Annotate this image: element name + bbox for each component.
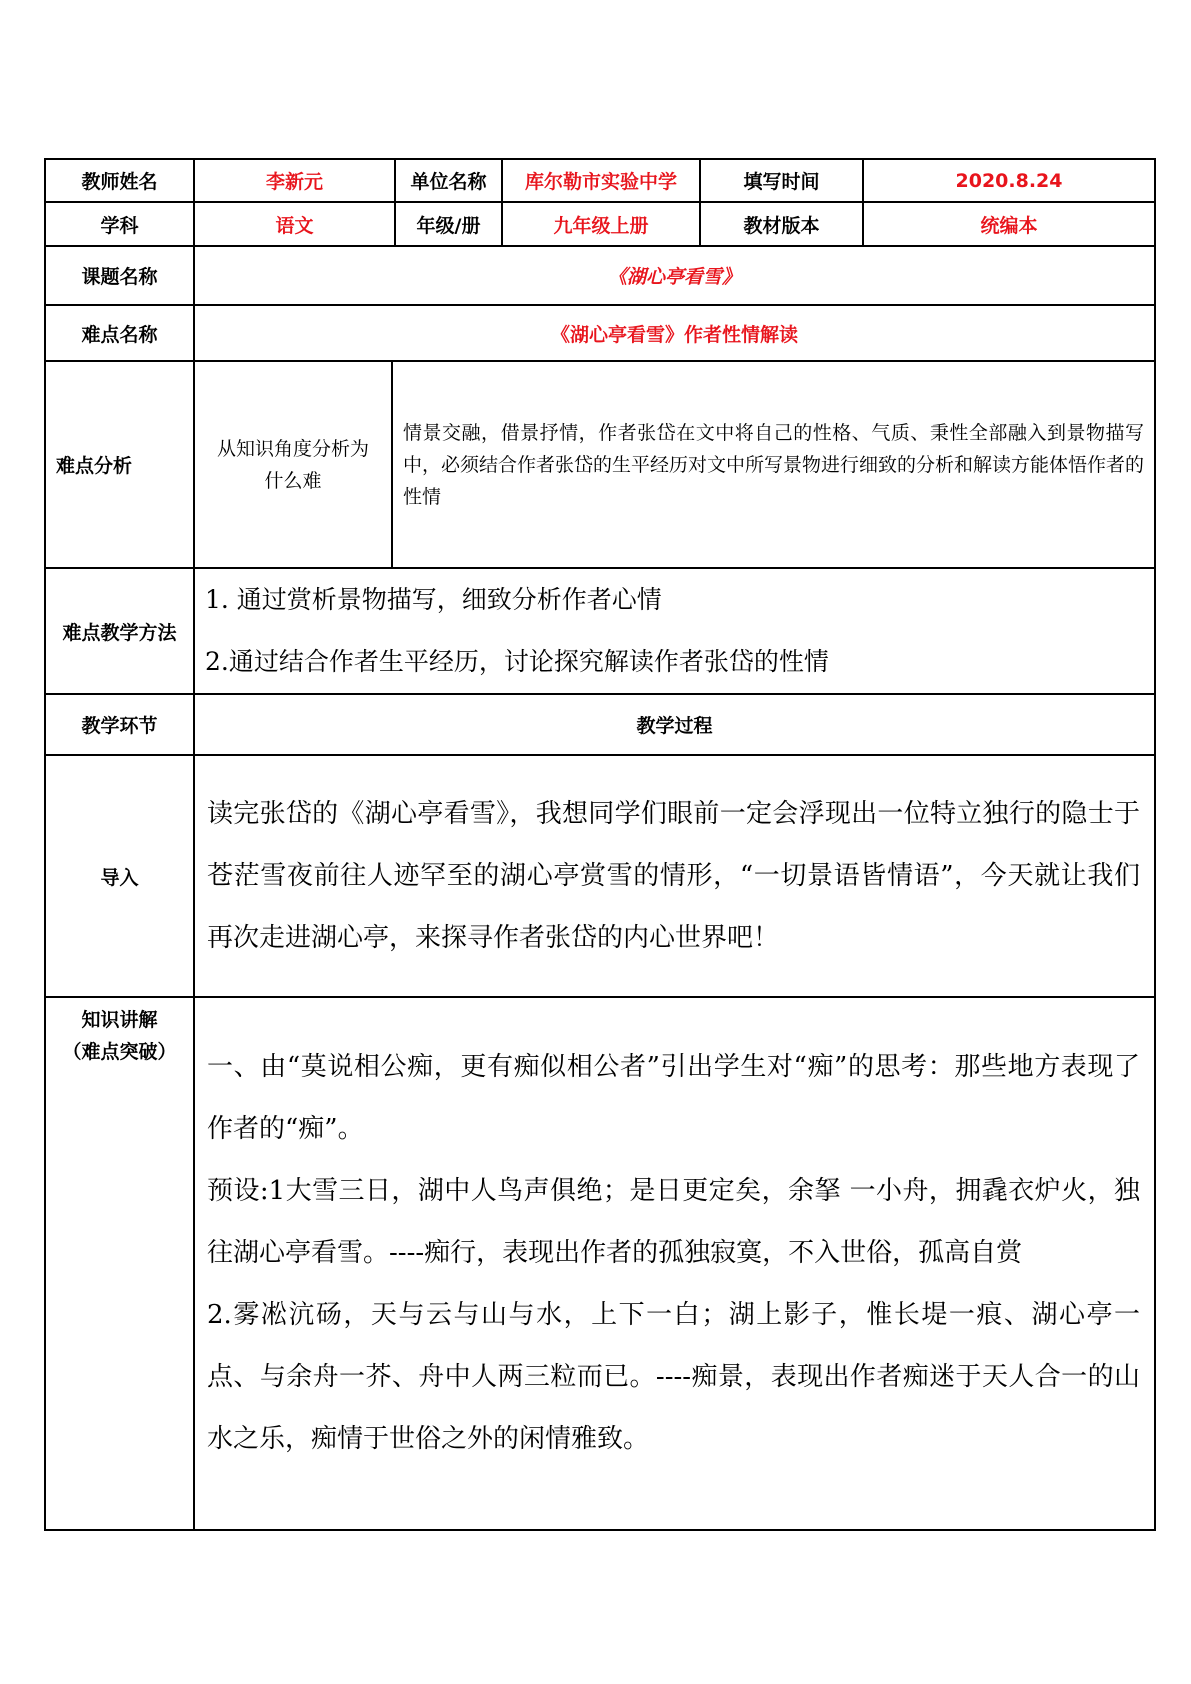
lesson-plan-document bbox=[44, 158, 1154, 1531]
difficulty-value: 《湖心亭看雪》作者性情解读 bbox=[194, 305, 1155, 361]
method-list bbox=[194, 568, 1155, 694]
info-row-2 bbox=[45, 202, 1155, 246]
edition-label: 教材版本 bbox=[700, 202, 863, 246]
teacher-name-label: 教师姓名 bbox=[45, 159, 194, 202]
intro-cell bbox=[194, 755, 1155, 997]
intro-row bbox=[45, 755, 1155, 997]
topic-value: 《湖心亭看雪》 bbox=[194, 246, 1155, 305]
knowledge-label bbox=[45, 997, 194, 1530]
edition-value: 统编本 bbox=[863, 202, 1155, 246]
method-row bbox=[45, 568, 1155, 694]
method-item: 1. 通过赏析景物描写，细致分析作者心情 bbox=[205, 585, 662, 614]
intro-text: 读完张岱的《湖心亭看雪》，我想同学们眼前一定会浮现出一位特立独行的隐士于苍茫雪夜前往人迹罕至的湖心亭赏雪的情形，“一切景语皆情语”，今天就让我们再次走进湖心亭，来探寻作者张岱的内心世界吧！ bbox=[207, 799, 1141, 953]
analysis-text: 情景交融，借景抒情，作者张岱在文中将自己的性格、气质、秉性全部融入到景物描写中，必须结合作者张岱的生平经历对文中所写景物进行细致的分析和解读方能体悟作者的性情 bbox=[392, 361, 1155, 568]
knowledge-label-line2: （难点突破） bbox=[62, 1041, 177, 1063]
grade-value: 九年级上册 bbox=[502, 202, 700, 246]
difficulty-row bbox=[45, 305, 1155, 361]
intro-label: 导入 bbox=[45, 755, 194, 997]
knowledge-paragraph: 预设:1大雪三日，湖中人鸟声俱绝；是日更定矣，余拏 一小舟，拥毳衣炉火，独往湖心亭看雪。----痴行，表现出作者的孤独寂寞，不入世俗，孤高自赏 bbox=[207, 1176, 1141, 1268]
method-label: 难点教学方法 bbox=[45, 568, 194, 694]
unit-name-label: 单位名称 bbox=[395, 159, 502, 202]
topic-label: 课题名称 bbox=[45, 246, 194, 305]
analysis-sub-label: 从知识角度分析为什么难 bbox=[194, 361, 392, 568]
knowledge-cell bbox=[194, 997, 1155, 1530]
knowledge-label-line1: 知识讲解 bbox=[81, 1009, 158, 1031]
knowledge-row bbox=[45, 997, 1155, 1530]
subject-label: 学科 bbox=[45, 202, 194, 246]
method-item: 2.通过结合作者生平经历，讨论探究解读作者张岱的性情 bbox=[205, 647, 829, 676]
process-header-row bbox=[45, 694, 1155, 755]
teacher-name-value: 李新元 bbox=[194, 159, 395, 202]
process-stage-label: 教学环节 bbox=[45, 694, 194, 755]
info-row-1 bbox=[45, 159, 1155, 202]
knowledge-paragraph: 2.雾凇沆砀，天与云与山与水，上下一白；湖上影子，惟长堤一痕、湖心亭一点、与余舟一芥、舟中人两三粒而已。----痴景，表现出作者痴迷于天人合一的山水之乐，痴情于世俗之外的闲情雅致。 bbox=[207, 1300, 1141, 1454]
subject-value: 语文 bbox=[194, 202, 395, 246]
grade-label: 年级/册 bbox=[395, 202, 502, 246]
difficulty-label: 难点名称 bbox=[45, 305, 194, 361]
lesson-plan-table bbox=[44, 158, 1156, 1531]
unit-name-value: 库尔勒市实验中学 bbox=[502, 159, 700, 202]
knowledge-paragraph: 一、由“莫说相公痴，更有痴似相公者”引出学生对“痴”的思考：那些地方表现了作者的“痴”。 bbox=[207, 1052, 1141, 1144]
process-header-value: 教学过程 bbox=[194, 694, 1155, 755]
fill-date-label: 填写时间 bbox=[700, 159, 863, 202]
topic-row bbox=[45, 246, 1155, 305]
analysis-label: 难点分析 bbox=[45, 361, 194, 568]
analysis-row bbox=[45, 361, 1155, 568]
fill-date-value: 2020.8.24 bbox=[863, 159, 1155, 202]
